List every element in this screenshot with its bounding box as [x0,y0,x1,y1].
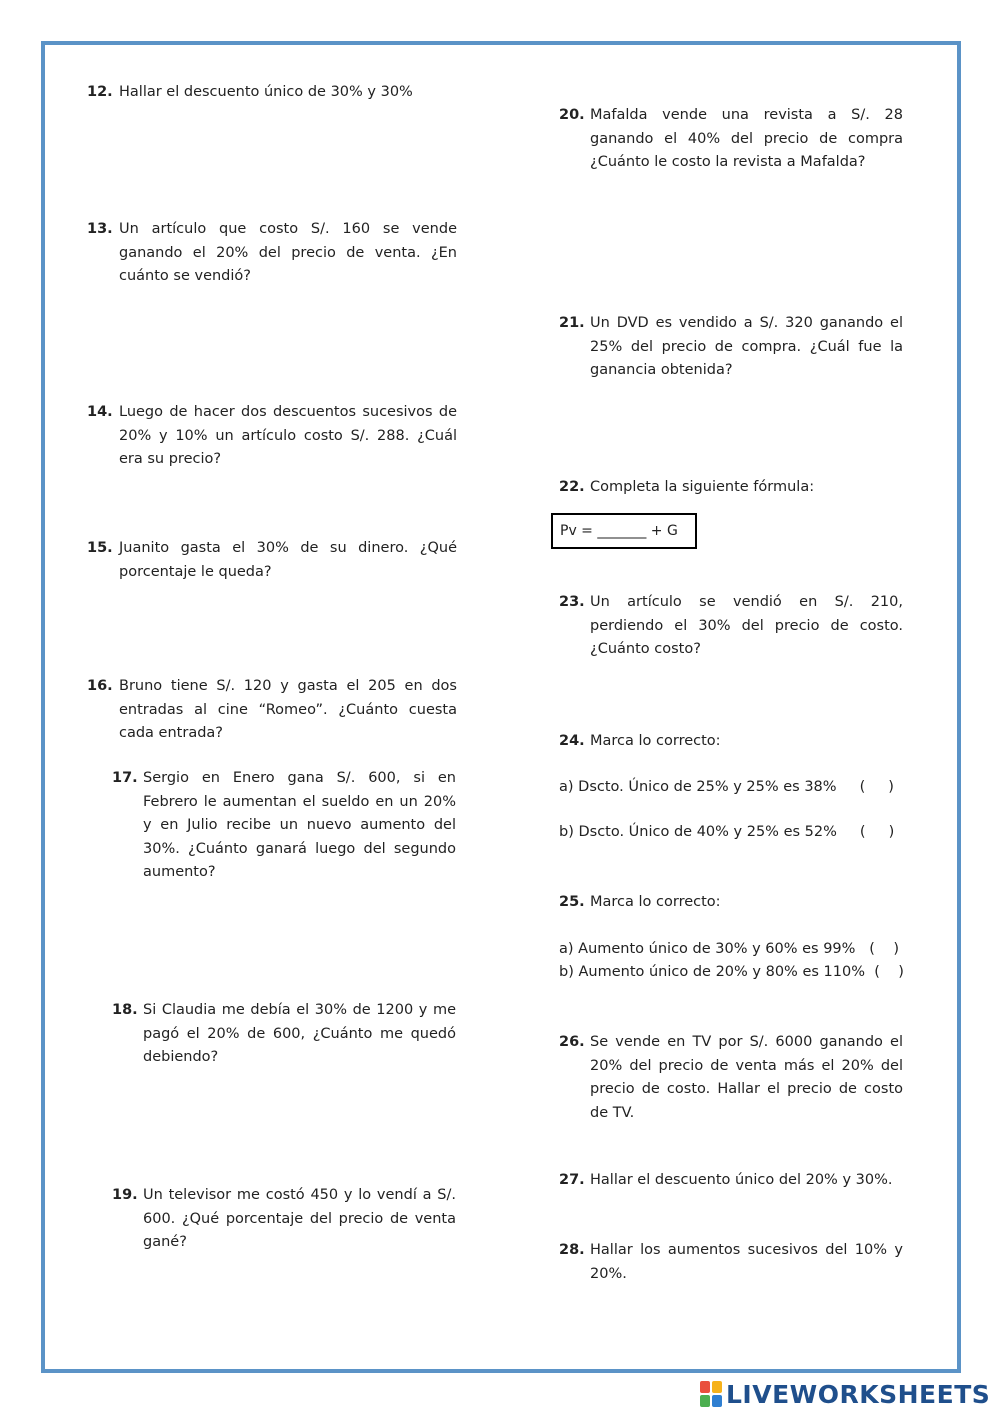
question-text: Hallar el descuento único de 30% y 30% [119,84,413,100]
question-15 [87,537,457,584]
question-13 [87,218,457,289]
question-text: Hallar el descuento único del 20% y 30%. [590,1172,893,1188]
logo-grid-icon [700,1381,722,1407]
question-number: 23. [559,594,585,610]
question-text: Completa la siguiente fórmula: [590,479,815,495]
q24-option-b[interactable]: b) Dscto. Único de 40% y 25% es 52% ( ) [559,824,895,840]
question-text: Sergio en Enero gana S/. 600, si en Febrero le aumentan el sueldo en un 20% y en Julio recibe un nuevo aumento del 30%. ¿Cuánto ganará luego del segundo aumento? [143,770,456,880]
question-number: 24. [559,733,585,749]
question-21 [559,312,903,383]
question-16 [87,675,457,746]
question-text: Luego de hacer dos descuentos sucesivos de 20% y 10% un artículo costo S/. 288. ¿Cuál era su precio? [119,404,457,467]
question-number: 18. [112,1002,138,1018]
question-text: Si Claudia me debía el 30% de 1200 y me pagó el 20% de 600, ¿Cuánto me quedó debiendo? [143,1002,456,1065]
logo-text: LIVEWORKSHEETS [726,1379,991,1409]
question-number: 28. [559,1242,585,1258]
question-number: 19. [112,1187,138,1203]
question-19 [112,1184,456,1255]
question-number: 17. [112,770,138,786]
question-text: Hallar los aumentos sucesivos del 10% y 20%. [590,1242,903,1282]
question-14 [87,401,457,472]
question-number: 20. [559,107,585,123]
question-22 [559,476,903,500]
question-number: 25. [559,894,585,910]
question-number: 13. [87,221,113,237]
question-25 [559,891,903,915]
question-17 [112,767,456,885]
question-text: Se vende en TV por S/. 6000 ganando el 20% del precio de venta más el 20% del precio de costo. Hallar el precio de costo de TV. [590,1034,903,1121]
liveworksheets-logo [700,1379,990,1409]
formula-box: Pv = _______ + G [551,513,697,549]
question-24 [559,730,903,754]
question-number: 26. [559,1034,585,1050]
question-text: Bruno tiene S/. 120 y gasta el 205 en dos entradas al cine “Romeo”. ¿Cuánto cuesta cada entrada? [119,678,457,741]
q24-option-a[interactable]: a) Dscto. Único de 25% y 25% es 38% ( ) [559,779,894,795]
question-28 [559,1239,903,1286]
question-text: Un artículo que costo S/. 160 se vende ganando el 20% del precio de venta. ¿En cuánto se vendió? [119,221,457,284]
question-12 [87,81,457,105]
question-text: Marca lo correcto: [590,733,721,749]
question-number: 16. [87,678,113,694]
question-number: 12. [87,84,113,100]
question-number: 22. [559,479,585,495]
question-text: Marca lo correcto: [590,894,721,910]
question-26 [559,1031,903,1125]
question-27 [559,1169,903,1193]
question-text: Un DVD es vendido a S/. 320 ganando el 25% del precio de compra. ¿Cuál fue la ganancia obtenida? [590,315,903,378]
question-18 [112,999,456,1070]
question-text: Un televisor me costó 450 y lo vendí a S/. 600. ¿Qué porcentaje del precio de venta gané? [143,1187,456,1250]
question-number: 27. [559,1172,585,1188]
question-text: Un artículo se vendió en S/. 210, perdiendo el 30% del precio de costo. ¿Cuánto costo? [590,594,903,657]
q25-option-b[interactable]: b) Aumento único de 20% y 80% es 110% ( ) [559,964,904,980]
question-number: 15. [87,540,113,556]
question-number: 14. [87,404,113,420]
question-number: 21. [559,315,585,331]
q25-option-a[interactable]: a) Aumento único de 30% y 60% es 99% ( ) [559,941,900,957]
question-20 [559,104,903,175]
question-text: Juanito gasta el 30% de su dinero. ¿Qué porcentaje le queda? [119,540,457,580]
question-23 [559,591,903,662]
question-text: Mafalda vende una revista a S/. 28 ganando el 40% del precio de compra ¿Cuánto le costo la revista a Mafalda? [590,107,903,170]
